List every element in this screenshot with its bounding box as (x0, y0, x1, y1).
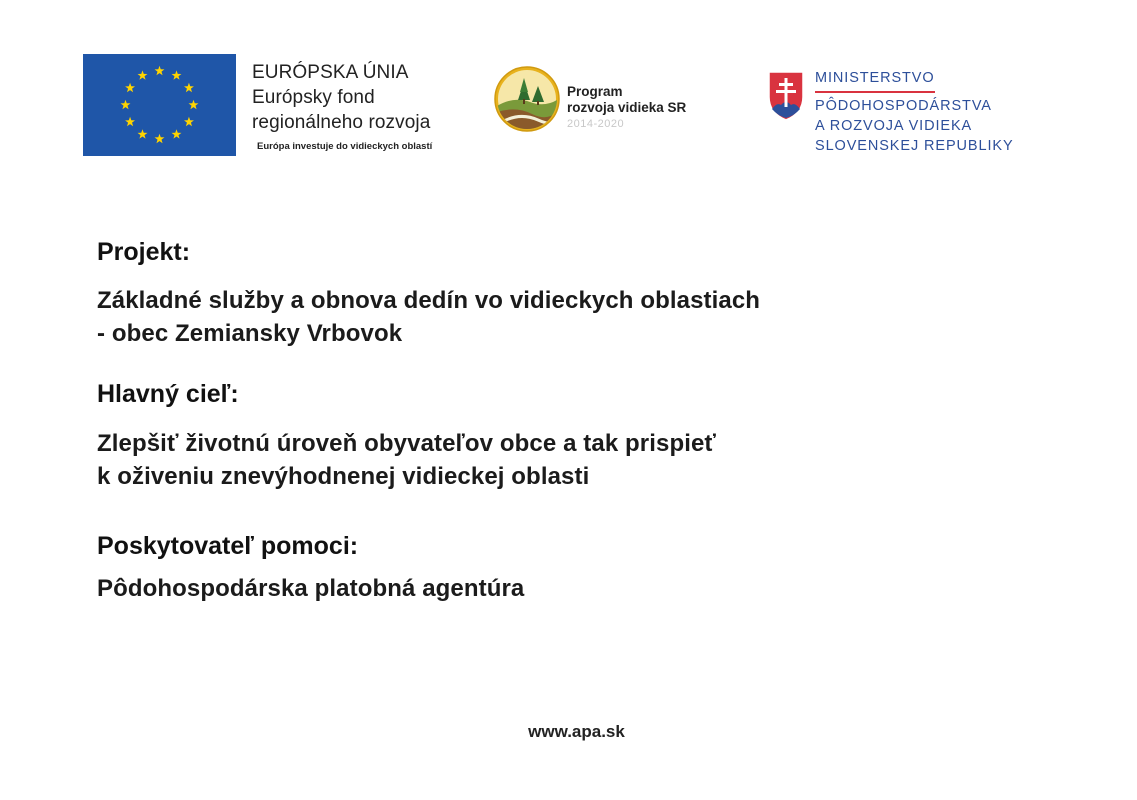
provider-line-1: Pôdohospodárska platobná agentúra (97, 575, 525, 602)
eu-flag-icon (83, 54, 236, 156)
ministry-title: MINISTERSTVO (815, 68, 935, 93)
eu-title: EURÓPSKA ÚNIA (252, 62, 409, 83)
eu-fund-logo-text (252, 60, 472, 152)
project-description (97, 284, 760, 350)
eu-fund-line-2: regionálneho rozvoja (252, 112, 431, 133)
program-years: 2014-2020 (567, 118, 625, 130)
goal-line-2: k oživeniu znevýhodnenej vidieckej oblasti (97, 463, 590, 490)
provider-heading: Poskytovateľ pomoci: (97, 532, 359, 560)
project-line-2: - obec Zemiansky Vrbovok (97, 320, 403, 347)
rural-development-program-logo-icon (494, 66, 560, 132)
provider-description (97, 572, 524, 605)
project-line-1: Základné služby a obnova dedín vo vidieckych oblastiach (97, 287, 761, 314)
ministry-logo-text (815, 68, 1014, 156)
eu-tagline: Európa investuje do vidieckych oblastí (257, 141, 433, 152)
goal-description (97, 427, 716, 493)
ministry-line-2: PÔDOHOSPODÁRSTVA (815, 98, 992, 114)
goal-heading: Hlavný cieľ: (97, 380, 239, 408)
ministry-line-3: A ROZVOJA VIDIEKA (815, 118, 973, 134)
program-line-1: Program (567, 84, 623, 99)
program-line-2: rozvoja vidieka SR (567, 100, 687, 115)
footer-url-link[interactable]: www.apa.sk (528, 722, 625, 741)
ministry-line-4: SLOVENSKEJ REPUBLIKY (815, 138, 1014, 154)
goal-line-1: Zlepšiť životnú úroveň obyvateľov obce a tak prispieť (97, 430, 717, 457)
slovak-coat-of-arms-icon (768, 71, 804, 121)
project-heading: Projekt: (97, 238, 191, 266)
rural-development-program-text (567, 84, 686, 132)
eu-fund-line: Európsky fond (252, 87, 375, 108)
